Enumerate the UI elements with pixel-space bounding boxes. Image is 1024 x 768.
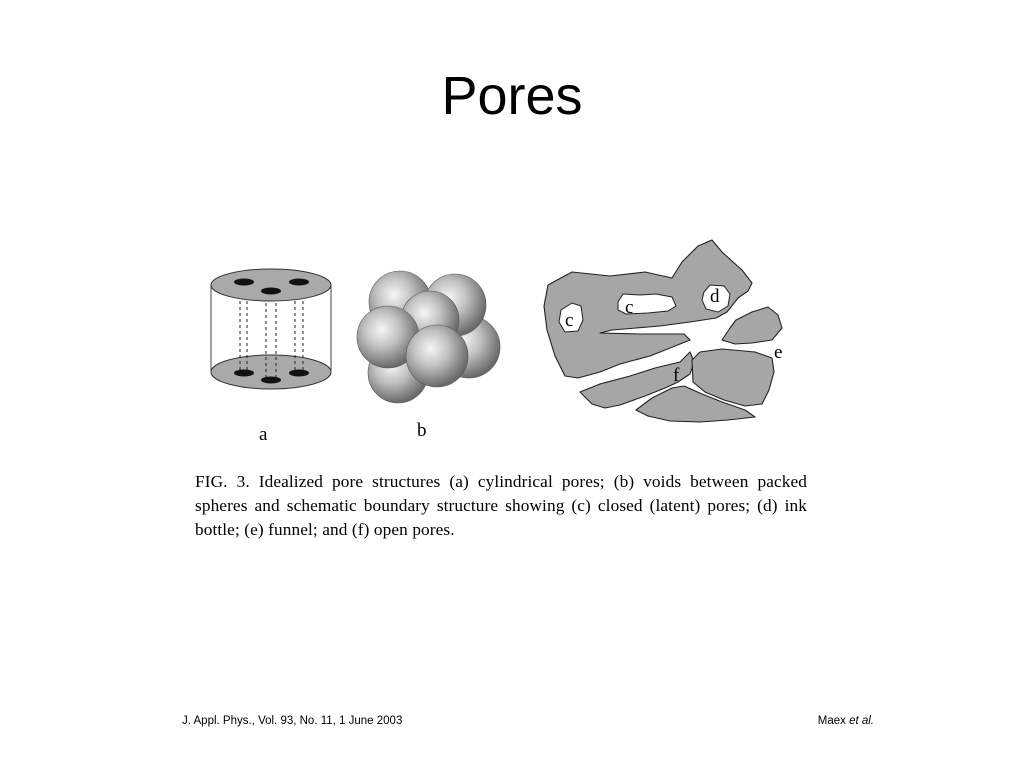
- top-pore: [261, 288, 281, 295]
- pore-structure-figure: [190, 230, 790, 430]
- region-label-c: c: [565, 310, 574, 331]
- region-label-d: d: [710, 286, 720, 307]
- bottom-pore: [289, 370, 309, 377]
- bottom-pore: [261, 377, 281, 384]
- top-pore: [234, 279, 254, 286]
- top-pore: [289, 279, 309, 286]
- boundary-structure-diagram: [544, 240, 782, 422]
- authors-suffix: et al.: [849, 715, 874, 727]
- region-label-e: e: [774, 342, 783, 363]
- cylinder-top-face: [211, 269, 331, 301]
- region-label-c: c: [625, 297, 634, 318]
- authors-name: Maex: [817, 715, 846, 727]
- panel-label-b: b: [417, 420, 427, 441]
- cylinder-bottom-face: [211, 355, 331, 389]
- grain-upper-right: [722, 307, 782, 344]
- sphere: [406, 325, 468, 387]
- packed-spheres-diagram: [357, 271, 500, 403]
- cylindrical-pore-diagram: [211, 269, 331, 389]
- panel-label-a: a: [259, 424, 268, 445]
- slide-title: Pores: [441, 66, 583, 126]
- bottom-pore: [234, 370, 254, 377]
- citation-text: J. Appl. Phys., Vol. 93, No. 11, 1 June 2003: [182, 715, 403, 727]
- figure-caption: FIG. 3. Idealized pore structures (a) cylindrical pores; (b) voids between packed spheres and schematic boundary structure showing (c) closed (latent) pores; (d) ink bottle; (e) funnel; and (f) open pores.: [195, 472, 807, 539]
- authors-text: [818, 715, 874, 727]
- region-label-f: f: [673, 365, 680, 386]
